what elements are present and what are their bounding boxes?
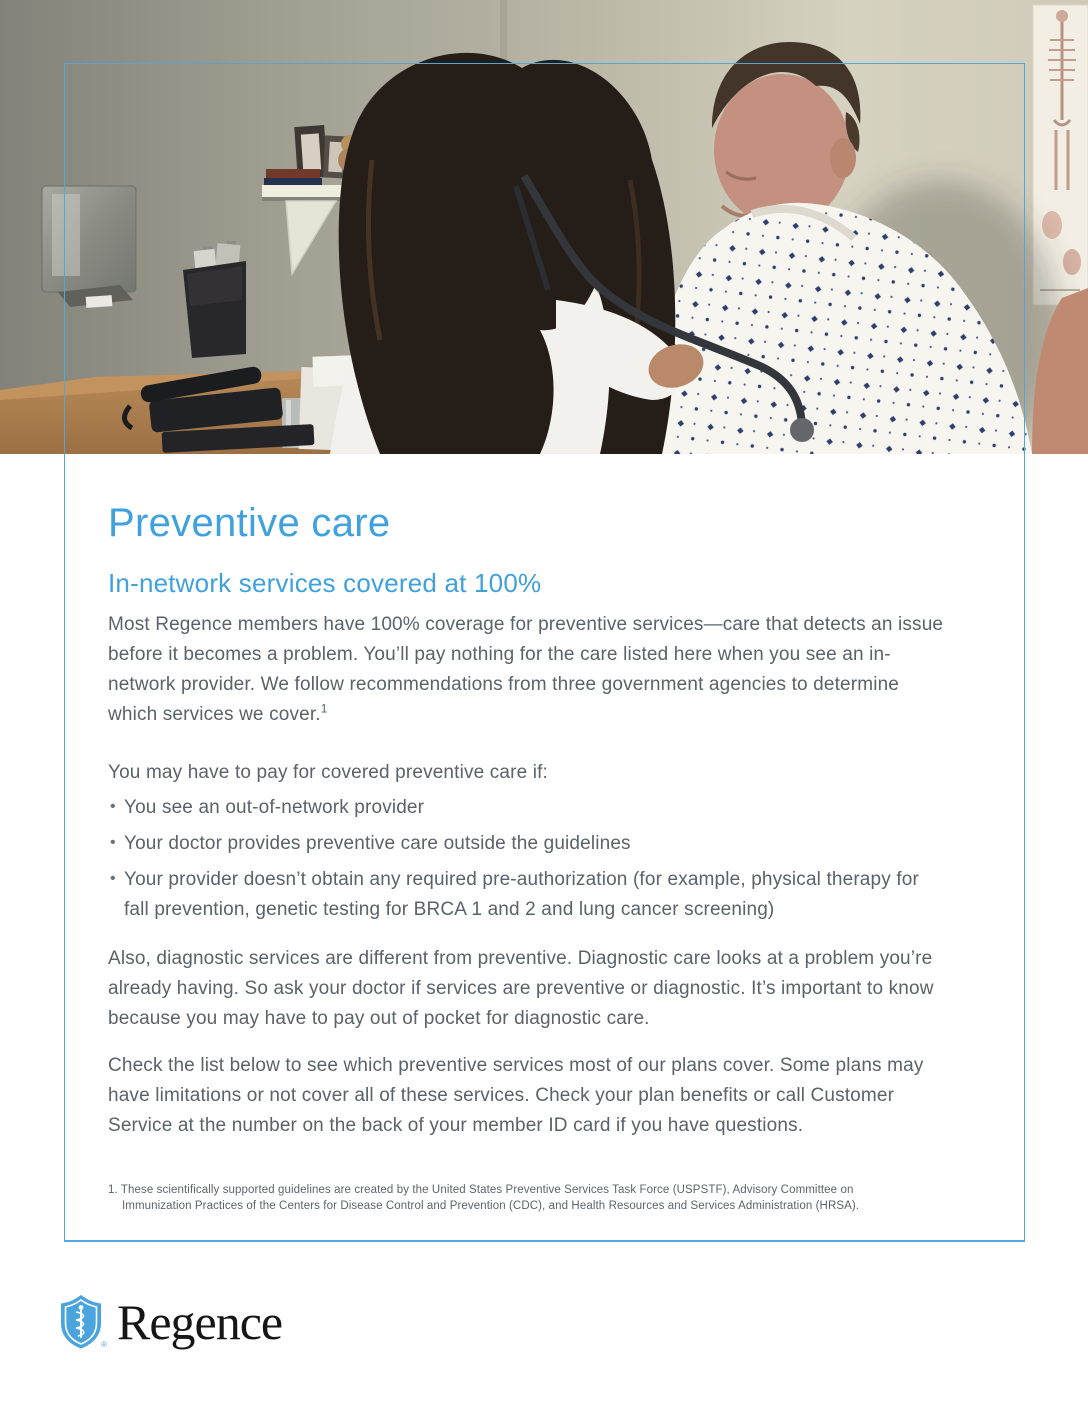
regence-wordmark: Regence xyxy=(117,1294,283,1350)
pay-intro-line: You may have to pay for covered preventive care if: xyxy=(108,762,548,783)
page-subtitle: In-network services covered at 100% xyxy=(108,568,542,598)
footnote-reference: 1 xyxy=(320,701,328,716)
exam-room-photo xyxy=(0,0,1088,454)
wall-file xyxy=(183,241,246,358)
list-item: • Your provider doesn’t obtain any required pre-authorization (for example, physical therapy for fall prevention, genetic testing for BRCA 1 and 2 and lung cancer screening) xyxy=(108,865,948,925)
footnote-text: These scientifically supported guidelines are created by the United States Preventive Services Task Force (USPSTF), Advisory Committee on Immunization Practices of the Centers for Disease Control and Prevention (CDC), and Health Resources and Services Administration (HRSA). xyxy=(120,1184,860,1212)
diagnostic-paragraph: Also, diagnostic services are different from preventive. Diagnostic care looks at a problem you’re already having. So ask your doctor if services are preventive or diagnostic. It’s important to know because you may have to pay out of pocket for diagnostic care. xyxy=(108,948,934,1029)
registered-trademark: ® xyxy=(101,1340,107,1349)
pay-conditions-list xyxy=(108,793,948,925)
content-column xyxy=(108,500,948,1141)
shield-icon xyxy=(60,1294,102,1350)
intro-paragraph xyxy=(108,610,948,730)
dispenser xyxy=(42,186,136,308)
regence-logo xyxy=(60,1294,282,1350)
exam-room-illustration xyxy=(0,0,1088,454)
footnote xyxy=(108,1182,908,1214)
blueshield-logo-icon xyxy=(60,1294,107,1350)
check-list-paragraph: Check the list below to see which preventive services most of our plans cover. Some plans may have limitations or not cover all of these services. Check your plan benefits or call Customer Service at the number on the back of your member ID card if you have questions. xyxy=(108,1055,924,1136)
page-title: Preventive care xyxy=(108,501,391,545)
list-item: • Your doctor provides preventive care outside the guidelines xyxy=(108,829,948,859)
footnote-marker: 1. xyxy=(108,1184,121,1196)
intro-paragraph-text: Most Regence members have 100% coverage for preventive services—care that detects an issue before it becomes a problem. You’ll pay nothing for the care listed here when you see an in-network provider. We follow recommendations from three government agencies to determine which services we cover. xyxy=(108,614,944,725)
list-item: • You see an out-of-network provider xyxy=(108,793,948,823)
